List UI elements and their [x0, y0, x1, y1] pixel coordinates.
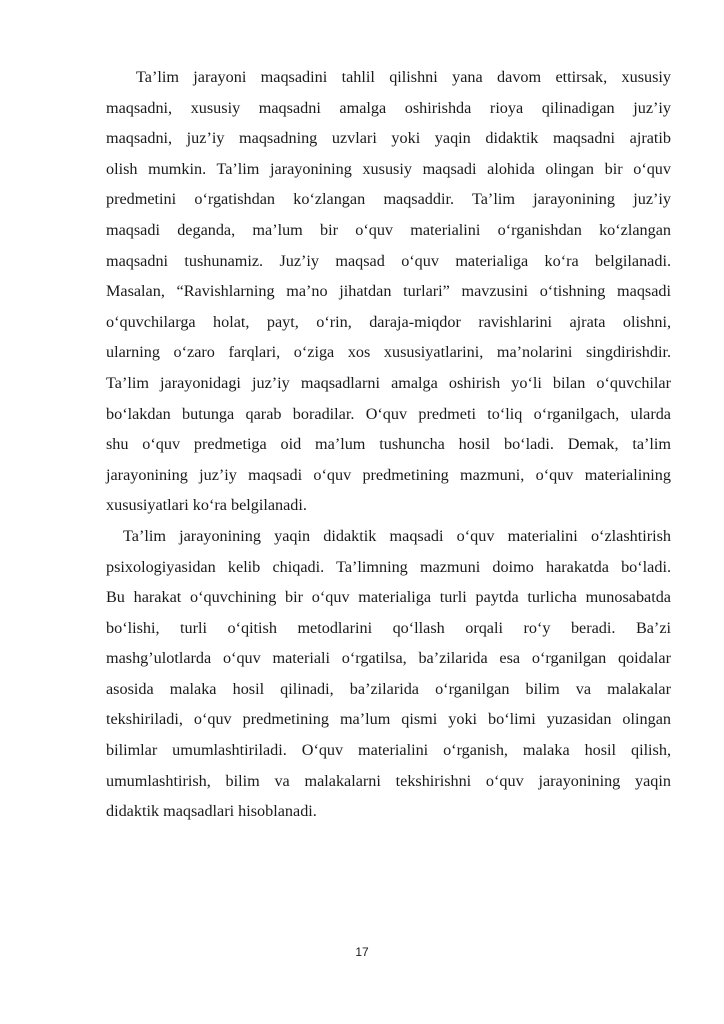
text-line: Ta’lim jarayonidagi juz’iy maqsadlarni amalga oshirish yo‘li bilan o‘quvchilar: [106, 373, 671, 392]
text-line: umumlashtirish, bilim va malakalarni tekshirishni o‘quv jarayonining yaqin: [106, 771, 671, 790]
text-line: psixologiyasidan kelib chiqadi. Ta’limning mazmuni doimo harakatda bo‘ladi.: [106, 557, 671, 576]
text-line: jarayonining juz’iy maqsadi o‘quv predmetining mazmuni, o‘quv materialining: [106, 465, 671, 484]
text-line: tekshiriladi, o‘quv predmetining ma’lum qismi yoki bo‘limi yuzasidan olingan: [106, 710, 671, 729]
text-line: o‘quvchilarga holat, payt, o‘rin, daraja-miqdor ravishlarini ajrata olishni,: [106, 312, 671, 331]
paragraph-2: [106, 521, 671, 827]
paragraph-1: [106, 62, 671, 521]
page-number: 17: [355, 945, 369, 959]
text-line: maqsadi deganda, ma’lum bir o‘quv materialini o‘rganishdan ko‘zlangan: [106, 220, 671, 239]
text-line: Masalan, “Ravishlarning ma’no jihatdan turlari” mavzusini o‘tishning maqsadi: [106, 282, 671, 301]
text-line: shu o‘quv predmetiga oid ma’lum tushuncha hosil bo‘ladi. Demak, ta’lim: [106, 435, 671, 454]
text-line: bo‘lishi, turli o‘qitish metodlarini qo‘llash orqali ro‘y beradi. Ba’zi: [106, 618, 671, 637]
text-line: maqsadni, xususiy maqsadni amalga oshirishda rioya qilinadigan juz’iy: [106, 98, 671, 117]
text-line: predmetini o‘rgatishdan ko‘zlangan maqsaddir. Ta’lim jarayonining juz’iy: [106, 190, 671, 209]
text-line: ularning o‘zaro farqlari, o‘ziga xos xususiyatlarini, ma’nolarini singdirishdir.: [106, 343, 671, 362]
text-line: mashg’ulotlarda o‘quv materiali o‘rgatilsa, ba’zilarida esa o‘rganilgan qoidalar: [106, 649, 671, 668]
text-line: bo‘lakdan butunga qarab boradilar. O‘quv predmeti to‘liq o‘rganilgach, ularda: [106, 404, 671, 423]
text-line: maqsadni, juz’iy maqsadning uzvlari yoki yaqin didaktik maqsadni ajratib: [106, 129, 671, 148]
text-line: didaktik maqsadlari hisoblanadi.: [106, 802, 317, 821]
text-line: maqsadni tushunamiz. Juz’iy maqsad o‘quv materialiga ko‘ra belgilanadi.: [106, 251, 671, 270]
text-line: bilimlar umumlashtiriladi. O‘quv materialini o‘rganish, malaka hosil qilish,: [106, 741, 671, 760]
text-line: asosida malaka hosil qilinadi, ba’zilarida o‘rganilgan bilim va malakalar: [106, 679, 671, 698]
text-line: Ta’lim jarayoni maqsadini tahlil qilishni yana davom ettirsak, xususiy: [136, 68, 671, 86]
text-line: Ta’lim jarayonining yaqin didaktik maqsadi o‘quv materialini o‘zlashtirish: [123, 526, 671, 545]
body-text: [106, 62, 671, 827]
text-line: olish mumkin. Ta’lim jarayonining xususiy maqsadi alohida olingan bir o‘quv: [106, 159, 671, 178]
text-line: Bu harakat o‘quvchining bir o‘quv materialiga turli paytda turlicha munosabatda: [106, 588, 671, 607]
text-line: xususiyatlari ko‘ra belgilanadi.: [106, 496, 307, 515]
